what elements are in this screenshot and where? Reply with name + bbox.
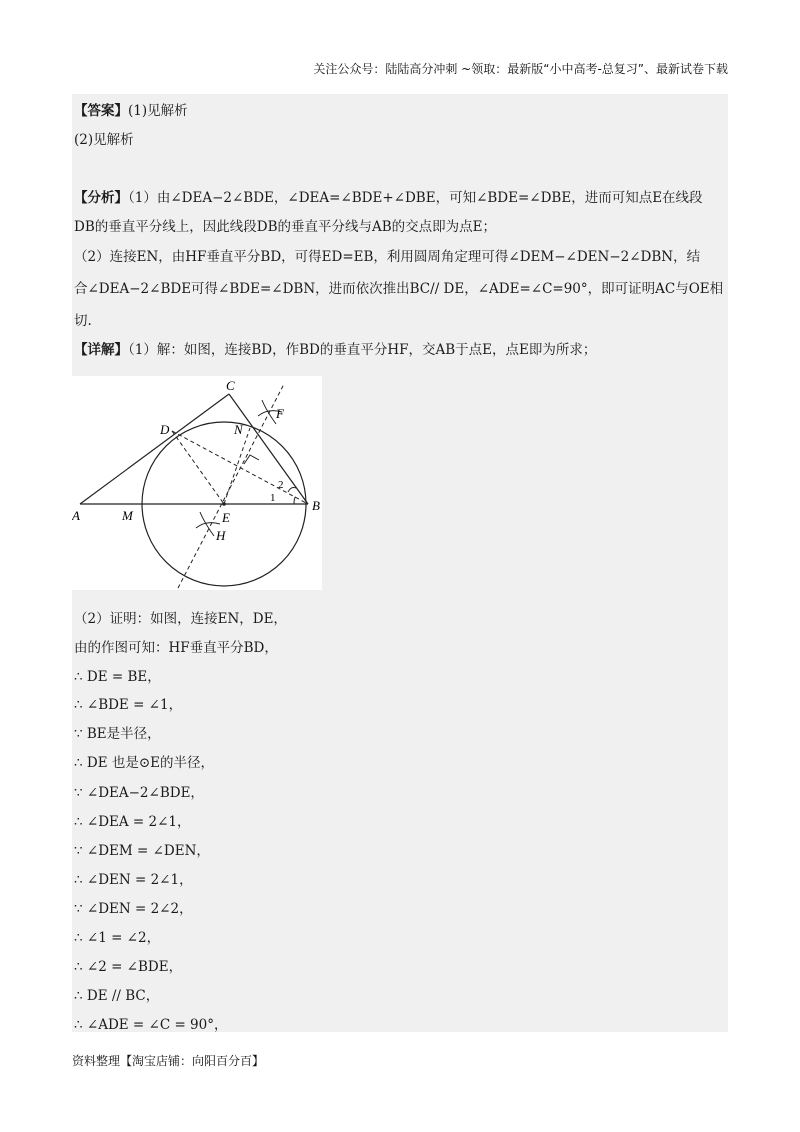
answer-block bbox=[74, 102, 188, 120]
answer-part2: (2)见解析 bbox=[74, 132, 134, 148]
proof-line: 由的作图可知：HF垂直平分BD， bbox=[74, 640, 278, 656]
proof-line: ∵ BE是半径， bbox=[74, 726, 161, 742]
analysis-line-1: 【分析】（1）由∠DEA−2∠BDE，∠DEA=∠BDE+∠DBE，可知∠BDE=∠DBE，进而可知点E在线段 bbox=[74, 190, 703, 206]
angle-arc-2 bbox=[288, 488, 296, 493]
answer-part1: (1)见解析 bbox=[128, 103, 188, 119]
geometry-figure bbox=[72, 376, 322, 590]
proof-line: （2）证明：如图，连接EN，DE， bbox=[74, 611, 287, 627]
proof-line: ∴ ∠DEN = 2∠1， bbox=[74, 872, 193, 888]
proof-line: ∴ DE = BE， bbox=[74, 669, 161, 685]
proof-line: ∴ DE 也是⊙E的半径， bbox=[74, 755, 215, 771]
proof-line: ∴ ∠BDE = ∠1， bbox=[74, 697, 183, 713]
label-n: N bbox=[234, 422, 243, 437]
label-angle-1: 1 bbox=[270, 492, 276, 504]
label-e: E bbox=[222, 510, 230, 525]
line-db bbox=[172, 431, 308, 504]
label-a: A bbox=[72, 508, 80, 523]
proof-line: ∵ ∠DEM = ∠DEN， bbox=[74, 843, 210, 859]
proof-line: ∵ ∠DEA−2∠BDE， bbox=[74, 785, 204, 801]
proof-line: ∴ ∠DEA = 2∠1， bbox=[74, 814, 191, 830]
analysis-line-5: 切. bbox=[74, 313, 92, 329]
label-d: D bbox=[160, 422, 170, 437]
line-cb bbox=[229, 394, 308, 504]
detail-line-1: 【详解】（1）解：如图，连接BD，作BD的垂直平分HF，交AB于点E，点E即为所求； bbox=[74, 342, 597, 358]
label-c: C bbox=[226, 378, 235, 393]
proof-line: ∴ ∠ADE = ∠C = 90°， bbox=[74, 1017, 228, 1033]
answer-title: 【答案】 bbox=[74, 103, 128, 119]
proof-line: ∴ DE // BC， bbox=[74, 988, 160, 1004]
analysis-line-3: （2）连接EN，由HF垂直平分BD，可得ED=EB，利用圆周角定理可得∠DEM−∠DEN−2∠DBN，结 bbox=[74, 249, 701, 265]
proof-line: ∴ ∠1 = ∠2， bbox=[74, 930, 161, 946]
line-de bbox=[172, 431, 224, 504]
label-h: H bbox=[216, 528, 226, 543]
proof-line: ∴ ∠2 = ∠BDE， bbox=[74, 959, 183, 975]
page-footer: 资料整理【淘宝店铺：向阳百分百】 bbox=[72, 1054, 265, 1068]
analysis-title: 【分析】 bbox=[74, 190, 128, 206]
proof-line: ∵ ∠DEN = 2∠2， bbox=[74, 901, 193, 917]
point-e bbox=[222, 502, 226, 506]
line-ac bbox=[80, 394, 229, 504]
analysis-line-4: 合∠DEA−2∠BDE可得∠BDE=∠DBN，进而依次推出BC// DE，∠ADE=∠C=90°，即可证明AC与OE相 bbox=[74, 281, 724, 297]
line-hf bbox=[178, 384, 284, 588]
detail-title: 【详解】 bbox=[74, 342, 128, 358]
label-m: M bbox=[122, 508, 133, 523]
label-b: B bbox=[312, 498, 320, 513]
angle-arc-1 bbox=[294, 497, 296, 504]
label-f: F bbox=[276, 406, 284, 421]
analysis-line-2: DB的垂直平分线上，因此线段DB的垂直平分线与AB的交点即为点E； bbox=[74, 219, 497, 235]
page-header: 关注公众号：陆陆高分冲刺 ~领取：最新版“小中高考-总复习”、最新试卷下载 bbox=[313, 62, 728, 76]
label-angle-2: 2 bbox=[278, 479, 284, 491]
